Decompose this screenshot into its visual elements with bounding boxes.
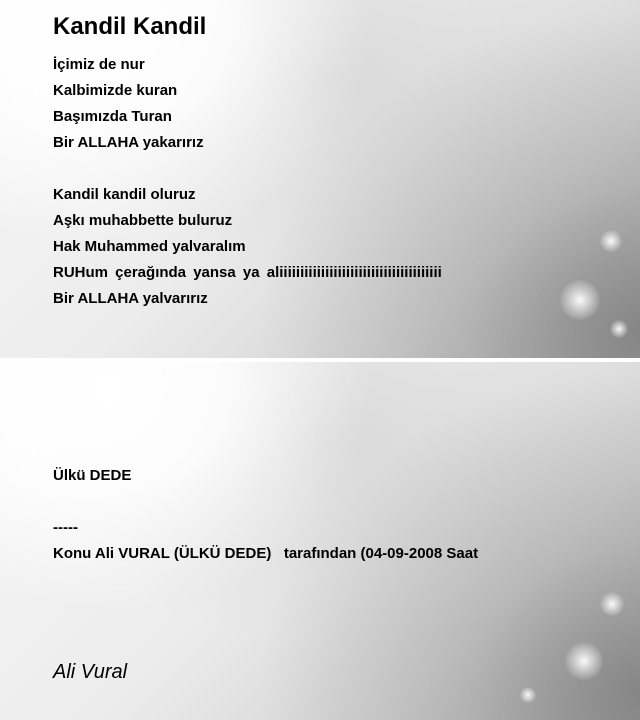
poem-line: Hak Muhammed yalvaralım (53, 238, 246, 255)
sparkle-decoration (610, 320, 628, 338)
poem-line: Başımızda Turan (53, 108, 172, 125)
signoff: Ülkü DEDE (53, 467, 132, 484)
poem-line: İçimiz de nur (53, 56, 145, 73)
sparkle-decoration (600, 230, 622, 252)
credit-line: Konu Ali VURAL (ÜLKÜ DEDE) tarafından (04-09-2008 Saat (53, 545, 479, 562)
poem-line: Bir ALLAHA yakarırız (53, 134, 204, 151)
poem-line: Kandil kandil oluruz (53, 186, 196, 203)
poem-panel-bottom (0, 362, 640, 720)
poem-title: Kandil Kandil (53, 13, 207, 40)
sparkle-decoration (520, 687, 536, 703)
separator: ----- (53, 519, 78, 536)
author-signature: Ali Vural (53, 661, 128, 683)
sparkle-decoration (565, 642, 603, 680)
poem-panel-top (0, 0, 640, 358)
poem-line: RUHum çerağında yansa ya aliiiiiiiiiiiiiiiiiiiiiiiiiiiiiiiiiiiiiii (53, 264, 442, 281)
poem-line: Kalbimizde kuran (53, 82, 178, 99)
sparkle-decoration (560, 280, 600, 320)
sparkle-decoration (600, 592, 624, 616)
poem-line: Aşkı muhabbette buluruz (53, 212, 233, 229)
poem-line: Bir ALLAHA yalvarırız (53, 290, 208, 307)
